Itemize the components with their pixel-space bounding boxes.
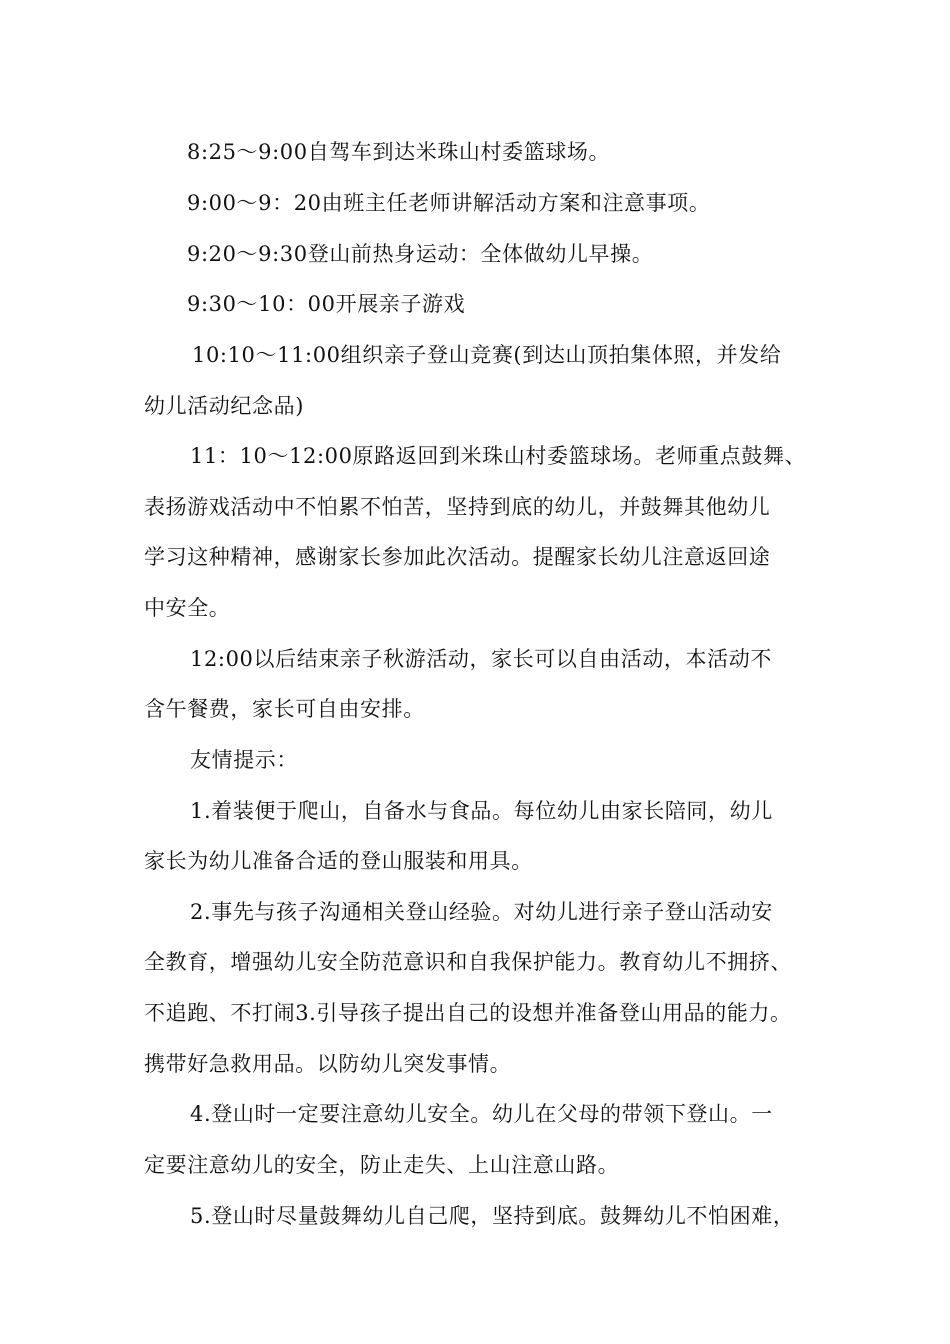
schedule-line-6-cont-2: 学习这种精神，感谢家长参加此次活动。提醒家长幼儿注意返回途 — [144, 545, 771, 569]
schedule-line-6: 11：10～12:00原路返回到米珠山村委篮球场。老师重点鼓舞、 — [190, 444, 807, 468]
tips-heading: 友情提示： — [190, 748, 298, 772]
schedule-line-7: 12:00以后结束亲子秋游活动，家长可以自由活动，本活动不 — [190, 647, 772, 671]
schedule-line-7-cont: 含午餐费，家长可自由安排。 — [144, 697, 425, 721]
tip-2-cont-1: 全教育，增强幼儿安全防范意识和自我保护能力。教育幼儿不拥挤、 — [144, 950, 792, 974]
schedule-line-6-cont-3: 中安全。 — [144, 596, 231, 620]
tip-4: 4.登山时一定要注意幼儿安全。幼儿在父母的带领下登山。一 — [190, 1102, 773, 1126]
schedule-line-5: 10:10～11:00组织亲子登山竞赛(到达山顶拍集体照，并发给 — [192, 343, 782, 367]
tip-1: 1.着装便于爬山，自备水与食品。每位幼儿由家长陪同，幼儿 — [190, 799, 773, 823]
tip-4-cont: 定要注意幼儿的安全，防止走失、上山注意山路。 — [144, 1153, 620, 1177]
tip-2-cont-2: 不追跑、不打闹3.引导孩子提出自己的设想并准备登山用品的能力。 — [144, 1001, 792, 1025]
schedule-line-6-cont-1: 表扬游戏活动中不怕累不怕苦，坚持到底的幼儿，并鼓舞其他幼儿 — [144, 495, 771, 519]
tip-2-cont-3: 携带好急救用品。以防幼儿突发事情。 — [144, 1052, 512, 1076]
tip-1-cont: 家长为幼儿准备合适的登山服装和用具。 — [144, 849, 533, 873]
tip-5: 5.登山时尽量鼓舞幼儿自己爬，坚持到底。鼓舞幼儿不怕困难， — [190, 1204, 795, 1228]
schedule-line-5-cont: 幼儿活动纪念品) — [144, 394, 304, 418]
tip-2: 2.事先与孩子沟通相关登山经验。对幼儿进行亲子登山活动安 — [190, 900, 773, 924]
schedule-line-2: 9:00～9：20由班主任老师讲解活动方案和注意事项。 — [187, 191, 711, 215]
schedule-line-3: 9:20～9:30登山前热身运动：全体做幼儿早操。 — [187, 242, 654, 266]
schedule-line-4: 9:30～10：00开展亲子游戏 — [187, 292, 466, 316]
schedule-line-1: 8:25～9:00自驾车到达米珠山村委篮球场。 — [187, 140, 611, 164]
